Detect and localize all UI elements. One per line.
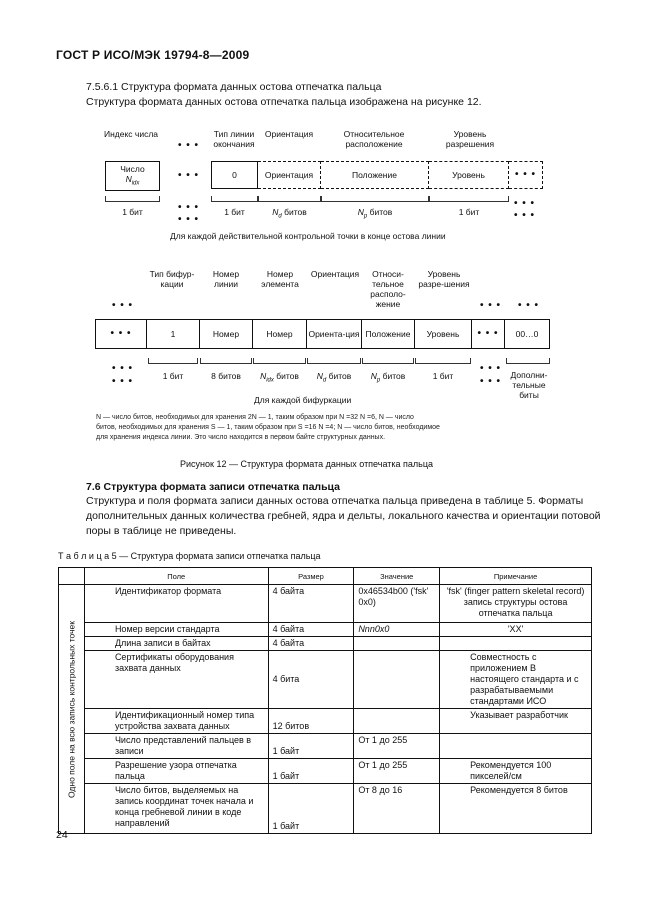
cell-note: Рекомендуется 100 пикселей/см (440, 759, 592, 784)
brace-padding (506, 358, 550, 364)
page-number: 24 (56, 829, 68, 841)
box-bottom-dots-left: • • • (95, 319, 147, 349)
cell-value: От 8 до 16 (354, 784, 440, 834)
box-resolution: Уровень (429, 161, 509, 189)
label-relative-position-b: Относи-тельное располо-жение (370, 269, 406, 309)
cell-note: 'fsk' (finger pattern skeletal record) запись структуры остова отпечатка пальца (440, 585, 592, 623)
table-row (59, 623, 592, 637)
cell-value: Nnn0x0 (354, 623, 440, 637)
cell-size: 1 байт (268, 759, 354, 784)
dots-top-bits-1: • • • (178, 202, 200, 213)
label-element-number: Номер элемента (261, 269, 299, 289)
cell-size: 4 байта (268, 585, 354, 623)
dots-top-right-2: • • • (514, 210, 536, 221)
cell-size: 4 байта (268, 623, 354, 637)
figure-note-line-3: для хранения индекса линии. Это число находится в первом байте структурных данных. (96, 434, 386, 441)
table-row (59, 709, 592, 734)
box-top-dots: • • • (509, 161, 543, 189)
box-orientation: Ориентация (258, 161, 321, 189)
bits-line-number: 8 битов (211, 371, 241, 381)
label-orientation-b: Ориентация (310, 269, 360, 279)
cell-value (354, 651, 440, 709)
brace-resolution (429, 196, 509, 202)
dots-bottom-left-top: • • • (112, 300, 134, 311)
table5-caption: Т а б л и ц а 5 — Структура формата записи отпечатка пальца (58, 551, 321, 561)
section-intro-7561: Структура формата данных остова отпечатка пальца изображена на рисунке 12. (86, 96, 482, 108)
dots-bottom-left-bits-1: • • • (112, 363, 134, 374)
dots-bottom-right-top: • • • (518, 300, 540, 311)
cell-note (440, 734, 592, 759)
figure-note-line-2: битов, необходимых для хранения S — 1, таким образом при S =16 N =4; N — число битов, необходимое (96, 424, 440, 431)
brace-line-number (200, 358, 252, 364)
box-resolution-b: Уровень (414, 319, 472, 349)
brace-bifurcation (148, 358, 198, 364)
cell-field: Число представлений пальцев в записи (84, 734, 268, 759)
table5 (58, 567, 592, 834)
brace-position (321, 196, 429, 202)
dots-bottom-mid-top: • • • (480, 300, 502, 311)
label-bifurcation-type: Тип бифур-кации (149, 269, 195, 289)
box-padding-bits: 00…0 (504, 319, 550, 349)
bits-position: $N_p$ битов (357, 207, 393, 220)
cell-value: От 1 до 255 (354, 759, 440, 784)
dots-top-right-1: • • • (514, 198, 536, 209)
section76-line-3: поры в таблице не приведены. (86, 525, 237, 537)
cell-value: От 1 до 255 (354, 734, 440, 759)
bits-end-type: 1 бит (224, 207, 245, 217)
table-header-note: Примечание (440, 568, 592, 585)
brace-end-type (211, 196, 258, 202)
cell-note: Рекомендуется 8 битов (440, 784, 592, 834)
label-resolution-b: Уровень разре-шения (418, 269, 470, 289)
bits-index: 1 бит (122, 207, 143, 217)
brace-index (105, 196, 160, 202)
label-end-type: Тип линии окончания (213, 129, 255, 149)
figure-note-line-1: N — число битов, необходимых для хранения 2N — 1, таким образом при N =32 N =6, N — число (96, 414, 414, 421)
table-header-value: Значение (354, 568, 440, 585)
brace-orientation-b (307, 358, 361, 364)
cell-note: Указывает разработчик (440, 709, 592, 734)
bits-resolution-b: 1 бит (432, 371, 454, 381)
dots-bottom-mid-bits-1: • • • (480, 363, 502, 374)
cell-value (354, 637, 440, 651)
cell-field: Идентификатор формата (84, 585, 268, 623)
box-bifurcation-type: 1 (146, 319, 200, 349)
label-line-number: Номер линии (212, 269, 240, 289)
box-orientation-b: Ориента-ция (306, 319, 362, 349)
figure-note (96, 413, 556, 443)
cell-size: 1 байт (268, 734, 354, 759)
table-row (59, 651, 592, 709)
figure-caption: Рисунок 12 — Структура формата данных отпечатка пальца (180, 459, 434, 469)
box-element-number: Номер (252, 319, 307, 349)
table-row (59, 585, 592, 623)
box-bottom-dots-mid: • • • (471, 319, 505, 349)
box-end-type: 0 (211, 161, 258, 189)
table-row (59, 734, 592, 759)
cell-field: Число битов, выделяемых на запись координат точек начала и конца гребневой линии в коде направлений (84, 784, 268, 834)
table-header-blank (59, 568, 85, 585)
bits-element-number: $N_{idx}$ битов (260, 371, 299, 384)
label-orientation: Ориентация (264, 129, 314, 139)
section-title-7561: 7.5.6.1 Структура формата данных остова отпечатка пальца (86, 81, 382, 93)
table-header-row (59, 568, 592, 585)
label-relative-position: Относительное расположение (343, 129, 405, 149)
box-index-number-text: Число $N_{idx}$ (120, 163, 145, 187)
label-resolution: Уровень разрешения (445, 129, 495, 149)
bits-padding: Дополни-тельные биты (510, 370, 548, 400)
bits-resolution: 1 бит (458, 207, 480, 217)
cell-size: 12 битов (268, 709, 354, 734)
cell-value: 0x46534b00 ('fsk' 0x0) (354, 585, 440, 623)
dots-bottom-mid-bits-2: • • • (480, 376, 502, 387)
table-header-size: Размер (268, 568, 354, 585)
cell-field: Сертификаты оборудования захвата данных (84, 651, 268, 709)
dots-top-row: • • • (178, 170, 200, 181)
bits-position-b: $N_p$ битов (370, 371, 406, 384)
document-header: ГОСТ Р ИСО/МЭК 19794-8—2009 (56, 48, 250, 62)
cell-size: 1 байт (268, 784, 354, 834)
box-position-b: Положение (361, 319, 415, 349)
bits-bifurcation: 1 бит (162, 371, 184, 381)
cell-note: Совместность с приложением В настоящего стандарта и с разрабатываемыми стандартами ИСО (440, 651, 592, 709)
table-header-field: Поле (84, 568, 268, 585)
label-index: Индекс числа (103, 129, 159, 139)
cell-field: Идентификационный номер типа устройства захвата данных (84, 709, 268, 734)
section76-line-1: Структура и поля формата записи данных остова отпечатка пальца приведена в таблице 5. Форматы (86, 495, 584, 507)
bits-orientation: $N_d$ битов (272, 207, 307, 220)
section76-line-2: дополнительных данных количества гребней, ядра и дельты, локального качества и ориентации потовой (86, 510, 601, 522)
table-row (59, 784, 592, 834)
cell-note (440, 637, 592, 651)
table-side-label: Одно поле на всю запись контрольных точек (59, 585, 85, 834)
box-position: Положение (321, 161, 429, 189)
box-line-number: Номер (199, 319, 253, 349)
brace-orientation (258, 196, 321, 202)
cell-size: 4 байта (268, 637, 354, 651)
bits-orientation-b: $N_d$ битов (316, 371, 352, 384)
section76-title: 7.6 Структура формата записи отпечатка пальца (86, 481, 340, 493)
cell-size: 4 бита (268, 651, 354, 709)
box-index-number (105, 161, 160, 191)
table-row (59, 637, 592, 651)
cell-field: Номер версии стандарта (84, 623, 268, 637)
caption-top: Для каждой действительной контрольной точки в конце остова линии (170, 231, 446, 241)
brace-position-b (362, 358, 414, 364)
cell-field: Разрешение узора отпечатка пальца (84, 759, 268, 784)
brace-resolution-b (415, 358, 471, 364)
dots-top-bits-2: • • • (178, 214, 200, 225)
dots-top-label: • • • (178, 140, 200, 151)
brace-element-number (253, 358, 306, 364)
cell-value (354, 709, 440, 734)
dots-bottom-left-bits-2: • • • (112, 376, 134, 387)
cell-note: 'XX' (440, 623, 592, 637)
table-row (59, 759, 592, 784)
cell-field: Длина записи в байтах (84, 637, 268, 651)
caption-bottom: Для каждой бифуркации (254, 395, 352, 405)
